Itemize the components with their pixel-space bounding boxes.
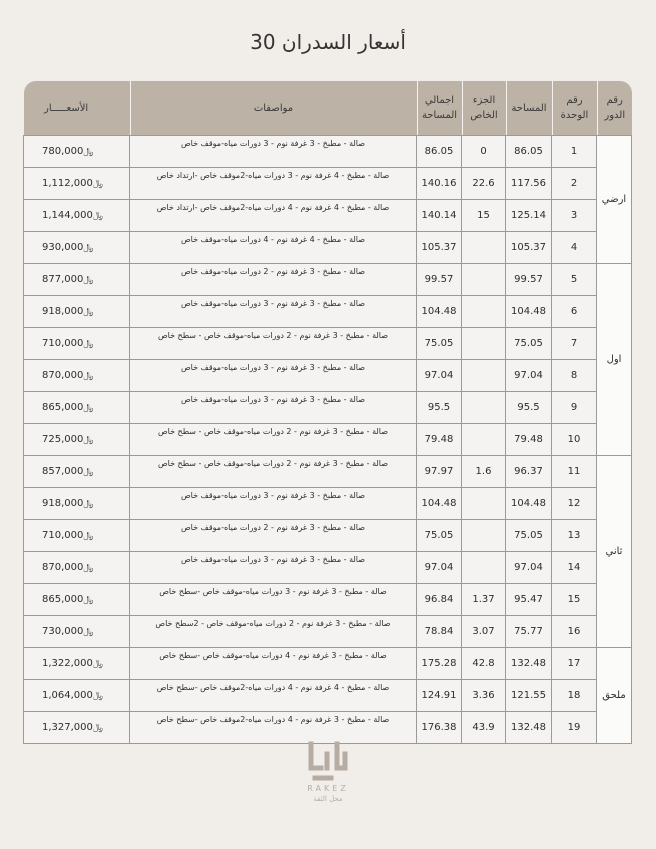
unit-cell: 17	[552, 648, 597, 680]
riyal-icon: ﷼	[83, 499, 94, 509]
logo-tagline: محل الثقة	[313, 795, 343, 803]
unit-cell: 10	[552, 424, 597, 456]
price-cell	[24, 584, 130, 616]
riyal-icon: ﷼	[83, 275, 94, 285]
total-cell: 97.04	[417, 552, 462, 584]
rakez-logo-icon	[305, 740, 351, 782]
private-cell: 22.6	[462, 168, 506, 200]
table-row	[24, 488, 632, 520]
specs-cell: صالة - مطبخ - 4 غرفة نوم - 3 دورات مياه-2موقف خاص -ارتداد خاص	[130, 168, 417, 200]
price-value: 710,000	[42, 338, 84, 349]
private-cell: 43.9	[462, 712, 506, 744]
unit-cell: 11	[552, 456, 597, 488]
riyal-icon: ﷼	[92, 211, 103, 221]
table-row	[24, 296, 632, 328]
price-cell	[24, 648, 130, 680]
total-cell: 105.37	[417, 232, 462, 264]
private-cell	[462, 328, 506, 360]
header-prices: الأسعـــــار	[24, 81, 130, 135]
riyal-icon: ﷼	[83, 627, 94, 637]
table-row	[24, 520, 632, 552]
table-row	[24, 136, 632, 168]
header-specs: مواصفات	[130, 81, 417, 135]
specs-cell: صالة - مطبخ - 4 غرفة نوم - 4 دورات مياه-2موقف خاص -ارتداد خاص	[130, 200, 417, 232]
price-value: 1,144,000	[42, 210, 93, 221]
price-value: 1,064,000	[42, 690, 93, 701]
unit-cell: 2	[552, 168, 597, 200]
specs-cell: صالة - مطبخ - 3 غرفة نوم - 3 دورات مياه-موقف خاص	[130, 488, 417, 520]
price-cell	[24, 488, 130, 520]
specs-cell: صالة - مطبخ - 3 غرفة نوم - 3 دورات مياه-موقف خاص	[130, 552, 417, 584]
table-row	[24, 584, 632, 616]
private-cell	[462, 520, 506, 552]
riyal-icon: ﷼	[83, 307, 94, 317]
private-cell	[462, 424, 506, 456]
riyal-icon: ﷼	[83, 467, 94, 477]
area-cell: 75.77	[506, 616, 552, 648]
specs-cell: صالة - مطبخ - 4 غرفة نوم - 4 دورات مياه-موقف خاص	[130, 232, 417, 264]
specs-cell: صالة - مطبخ - 3 غرفة نوم - 2 دورات مياه-موقف خاص	[130, 520, 417, 552]
area-cell: 99.57	[506, 264, 552, 296]
area-cell: 95.47	[506, 584, 552, 616]
price-cell	[24, 424, 130, 456]
total-cell: 75.05	[417, 520, 462, 552]
price-value: 1,322,000	[42, 658, 93, 669]
table-row	[24, 680, 632, 712]
riyal-icon: ﷼	[83, 563, 94, 573]
total-cell: 140.14	[417, 200, 462, 232]
floor-cell: اول	[597, 264, 632, 456]
specs-cell: صالة - مطبخ - 3 غرفة نوم - 2 دورات مياه-موقف خاص - سطح خاص	[130, 456, 417, 488]
logo-text-en: RAKEZ	[307, 784, 349, 793]
table-row	[24, 456, 632, 488]
price-cell	[24, 392, 130, 424]
unit-cell: 6	[552, 296, 597, 328]
unit-cell: 12	[552, 488, 597, 520]
price-value: 1,112,000	[42, 178, 93, 189]
price-cell	[24, 200, 130, 232]
table-row	[24, 168, 632, 200]
price-cell	[24, 328, 130, 360]
price-cell	[24, 552, 130, 584]
table-body	[23, 135, 632, 744]
price-value: 930,000	[42, 242, 84, 253]
area-cell: 95.5	[506, 392, 552, 424]
riyal-icon: ﷼	[83, 371, 94, 381]
table-row	[24, 552, 632, 584]
specs-cell: صالة - مطبخ - 3 غرفة نوم - 2 دورات مياه-موقف خاص - سطح خاص	[130, 424, 417, 456]
riyal-icon: ﷼	[83, 339, 94, 349]
table-header	[24, 81, 632, 135]
riyal-icon: ﷼	[83, 243, 94, 253]
area-cell: 86.05	[506, 136, 552, 168]
price-value: 877,000	[42, 274, 84, 285]
price-cell	[24, 168, 130, 200]
specs-cell: صالة - مطبخ - 3 غرفة نوم - 2 دورات مياه-موقف خاص	[130, 264, 417, 296]
total-cell: 176.38	[417, 712, 462, 744]
total-cell: 95.5	[417, 392, 462, 424]
rakez-logo	[288, 740, 368, 803]
private-cell	[462, 264, 506, 296]
specs-cell: صالة - مطبخ - 3 غرفة نوم - 3 دورات مياه-موقف خاص	[130, 136, 417, 168]
area-cell: 75.05	[506, 520, 552, 552]
price-value: 865,000	[42, 402, 84, 413]
total-cell: 175.28	[417, 648, 462, 680]
specs-cell: صالة - مطبخ - 3 غرفة نوم - 3 دورات مياه-موقف خاص	[130, 392, 417, 424]
price-cell	[24, 360, 130, 392]
private-cell	[462, 392, 506, 424]
price-cell	[24, 456, 130, 488]
specs-cell: صالة - مطبخ - 3 غرفة نوم - 4 دورات مياه-موقف خاص -سطح خاص	[130, 648, 417, 680]
unit-cell: 16	[552, 616, 597, 648]
price-value: 918,000	[42, 498, 84, 509]
riyal-icon: ﷼	[83, 531, 94, 541]
unit-cell: 14	[552, 552, 597, 584]
price-value: 725,000	[42, 434, 84, 445]
price-cell	[24, 712, 130, 744]
price-cell	[24, 136, 130, 168]
total-cell: 104.48	[417, 296, 462, 328]
area-cell: 132.48	[506, 648, 552, 680]
price-cell	[24, 296, 130, 328]
riyal-icon: ﷼	[92, 723, 103, 733]
private-cell: 15	[462, 200, 506, 232]
header-total: اجمالي المساحة	[417, 81, 462, 135]
table-row	[24, 360, 632, 392]
total-cell: 75.05	[417, 328, 462, 360]
private-cell	[462, 232, 506, 264]
private-cell: 3.36	[462, 680, 506, 712]
private-cell: 42.8	[462, 648, 506, 680]
unit-cell: 3	[552, 200, 597, 232]
specs-cell: صالة - مطبخ - 3 غرفة نوم - 3 دورات مياه-موقف خاص	[130, 296, 417, 328]
table-row	[24, 328, 632, 360]
area-cell: 97.04	[506, 552, 552, 584]
unit-cell: 5	[552, 264, 597, 296]
table-row	[24, 648, 632, 680]
specs-cell: صالة - مطبخ - 3 غرفة نوم - 2 دورات مياه-موقف خاص - سطح خاص	[130, 328, 417, 360]
unit-cell: 8	[552, 360, 597, 392]
total-cell: 97.97	[417, 456, 462, 488]
area-cell: 75.05	[506, 328, 552, 360]
area-cell: 117.56	[506, 168, 552, 200]
table-row	[24, 392, 632, 424]
price-value: 870,000	[42, 370, 84, 381]
price-cell	[24, 616, 130, 648]
total-cell: 78.84	[417, 616, 462, 648]
area-cell: 104.48	[506, 296, 552, 328]
private-cell: 0	[462, 136, 506, 168]
total-cell: 104.48	[417, 488, 462, 520]
header-floor: رقم الدور	[597, 81, 632, 135]
total-cell: 124.91	[417, 680, 462, 712]
table-row	[24, 200, 632, 232]
table-row	[24, 264, 632, 296]
price-cell	[24, 520, 130, 552]
floor-cell: ملحق	[597, 648, 632, 744]
floor-cell: ارضي	[597, 136, 632, 264]
riyal-icon: ﷼	[83, 403, 94, 413]
table-row	[24, 232, 632, 264]
private-cell: 3.07	[462, 616, 506, 648]
floor-cell: ثاني	[597, 456, 632, 648]
price-table	[24, 81, 632, 744]
private-cell	[462, 296, 506, 328]
unit-cell: 13	[552, 520, 597, 552]
riyal-icon: ﷼	[92, 659, 103, 669]
table-row	[24, 616, 632, 648]
total-cell: 97.04	[417, 360, 462, 392]
area-cell: 105.37	[506, 232, 552, 264]
unit-cell: 7	[552, 328, 597, 360]
private-cell: 1.37	[462, 584, 506, 616]
price-value: 865,000	[42, 594, 84, 605]
price-cell	[24, 264, 130, 296]
total-cell: 140.16	[417, 168, 462, 200]
riyal-icon: ﷼	[83, 435, 94, 445]
unit-cell: 1	[552, 136, 597, 168]
area-cell: 121.55	[506, 680, 552, 712]
price-cell	[24, 232, 130, 264]
unit-cell: 15	[552, 584, 597, 616]
table-row	[24, 712, 632, 744]
area-cell: 125.14	[506, 200, 552, 232]
header-unit: رقم الوحدة	[552, 81, 597, 135]
unit-cell: 4	[552, 232, 597, 264]
unit-cell: 9	[552, 392, 597, 424]
price-value: 1,327,000	[42, 722, 93, 733]
header-area: المساحة	[506, 81, 552, 135]
price-value: 710,000	[42, 530, 84, 541]
riyal-icon: ﷼	[92, 691, 103, 701]
specs-cell: صالة - مطبخ - 3 غرفة نوم - 4 دورات مياه-2موقف خاص -سطح خاص	[130, 712, 417, 744]
private-cell	[462, 360, 506, 392]
area-cell: 132.48	[506, 712, 552, 744]
specs-cell: صالة - مطبخ - 3 غرفة نوم - 3 دورات مياه-موقف خاص -سطح خاص	[130, 584, 417, 616]
specs-cell: صالة - مطبخ - 3 غرفة نوم - 2 دورات مياه-موقف خاص - 2سطح خاص	[130, 616, 417, 648]
unit-cell: 19	[552, 712, 597, 744]
area-cell: 96.37	[506, 456, 552, 488]
riyal-icon: ﷼	[83, 595, 94, 605]
area-cell: 104.48	[506, 488, 552, 520]
price-value: 730,000	[42, 626, 84, 637]
total-cell: 86.05	[417, 136, 462, 168]
unit-cell: 18	[552, 680, 597, 712]
area-cell: 79.48	[506, 424, 552, 456]
header-private: الجزء الخاص	[462, 81, 506, 135]
private-cell	[462, 552, 506, 584]
page-title: أسعار السدران 30	[250, 30, 406, 54]
area-cell: 97.04	[506, 360, 552, 392]
price-value: 870,000	[42, 562, 84, 573]
riyal-icon: ﷼	[83, 147, 94, 157]
table-row	[24, 424, 632, 456]
riyal-icon: ﷼	[92, 179, 103, 189]
specs-cell: صالة - مطبخ - 3 غرفة نوم - 3 دورات مياه-موقف خاص	[130, 360, 417, 392]
price-value: 857,000	[42, 466, 84, 477]
total-cell: 99.57	[417, 264, 462, 296]
price-value: 918,000	[42, 306, 84, 317]
private-cell: 1.6	[462, 456, 506, 488]
total-cell: 96.84	[417, 584, 462, 616]
private-cell	[462, 488, 506, 520]
price-value: 780,000	[42, 146, 84, 157]
price-cell	[24, 680, 130, 712]
total-cell: 79.48	[417, 424, 462, 456]
specs-cell: صالة - مطبخ - 4 غرفة نوم - 4 دورات مياه-2موقف خاص -سطح خاص	[130, 680, 417, 712]
